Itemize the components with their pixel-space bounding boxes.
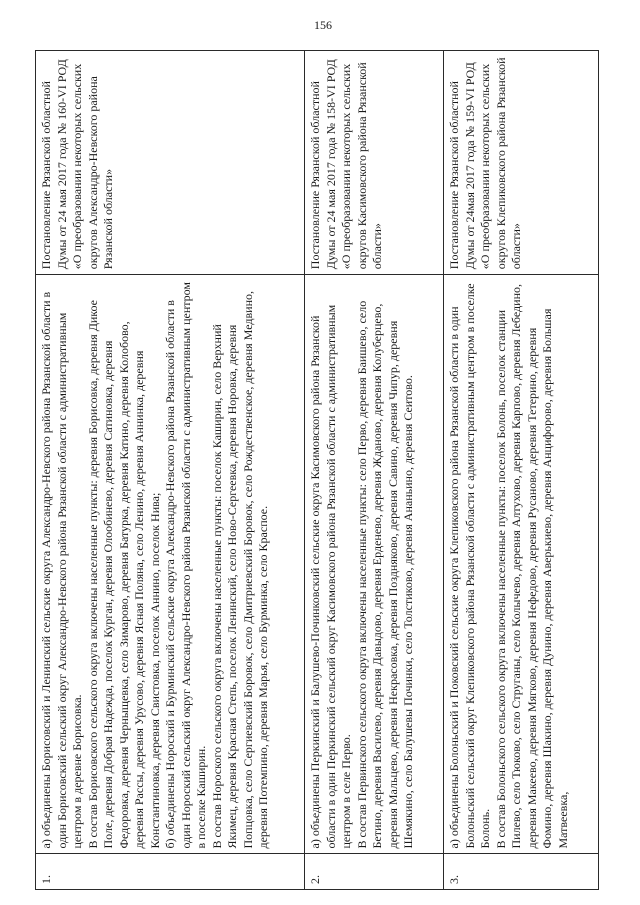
row-description — [36, 275, 305, 854]
rotated-table-container — [35, 50, 605, 890]
paragraph: а) объединены Борисовский и Ленинский сельские округа Александро-Невского района Рязанской области в один Борисовский сельский округ Александро-Невского района Рязанской области с административным центром в деревне Борисовка. — [39, 291, 84, 849]
paragraph: В состав Нороского сельского округа включены населенные пункты: поселок Каширин, село Верхний Якимец, деревня Красная Степь, поселок Ленинский, село Ново-Сергеевка, деревня Норовка, деревня Попцовка, село Сергиевский Боровок, село Дмитриевский Боровок, село Рождественское, деревня Медвино, деревня Потемпино, деревня Марья, село Бурминка, село Краспое. — [209, 291, 270, 849]
page-number: 156 — [314, 18, 332, 32]
paragraph: В состав Болоньского сельского округа включены населенные пункты: поселок Болонь, поселок станции Пилево, село Тюково, село Струганы, село Колычево, деревня Алтухово, деревня Карпово, деревня Лебедино, деревня Макеево, деревня Мягково, деревня Нефедово, деревня Русаново, деревня Тетерино, деревня Фомино, деревня Шакино, деревня Дунино, деревня Аверькиево, деревня Анцифорово, деревня Большая Матвеевка, — [493, 284, 570, 849]
table-row — [444, 51, 599, 890]
row-description — [444, 275, 599, 854]
paragraph: В состав Первинского сельского округа включены населенные пункты: село Перво, деревня Баишево, село Бетино, деревня Василево, деревня Давыдово, деревня Ерденево, деревня Жданово, деревня Колуберцево, деревня Мальцево, деревня Некрасовка, деревня Поздняково, деревня Савино, деревня Чипур, деревня Шемякино, село Балушевы Починки, село Толстиково, деревня Ананьино, деревня Сеитово. — [354, 300, 415, 849]
row-legal-reference: Постановление Рязанской областной Думы от 24 мая 2017 года № 160-VI РОД «О преобразовании некоторых сельских округов Александро-Невского района Рязанской области» — [36, 51, 305, 275]
row-number: 3. — [444, 854, 599, 890]
row-description — [305, 275, 444, 854]
paragraph: В состав Борисовского сельского округа включены населенные пункты: деревня Борисовка, деревня Дикое Поле, деревня Добрая Надежда, поселок Курган, деревня Олообинево, деревня Сатиновка, деревня Федоровка, деревня Черныщевка, село Зимарово, деревня Батурка, деревня Катино, деревня Колобово, деревня Рассы, деревня Урусово, деревня Ясная Поляна, село Ленино, деревня Аннинка, деревня Константиновка, деревня Свистовка, поселок Аннино, поселок Нива; — [85, 300, 162, 849]
row-legal-reference: Постановление Рязанской областной Думы от 24мая 2017 года № 159-VI РОД «О преобразовании некоторых сельских округов Клепиковского района Рязанской области» — [444, 51, 599, 275]
paragraph: а) объединены Болоньский и Поковский сельские округа Клепиковского района Рязанской области в один Болоньский сельский округ Клепиковского района Рязанской области с административным центром в поселке Болонь. — [447, 283, 492, 849]
table-row — [36, 51, 305, 890]
paragraph: б) объединены Нороский и Бурминский сельские округа Александро-Невского района Рязанской области в один Нороский сельский округ Александро-Невского района Рязанской области с административным центром в поселке Каширин. — [163, 281, 208, 849]
row-number: 2. — [305, 854, 444, 890]
row-legal-reference: Постановление Рязанской областной Думы от 24 мая 2017 года № 158-VI РОД «О преобразовании некоторых сельских округов Касимовского района Рязанской области» — [305, 51, 444, 275]
row-number: 1. — [36, 854, 305, 890]
table-row — [305, 51, 444, 890]
paragraph: а) объединены Перкинский и Балушево-Починковский сельские округа Касимовского района Рязанской области в один Перкинский сельский округ Касимовского района Рязанской области с административным центром в селе Перво. — [308, 304, 353, 849]
reorganization-table — [35, 50, 599, 890]
